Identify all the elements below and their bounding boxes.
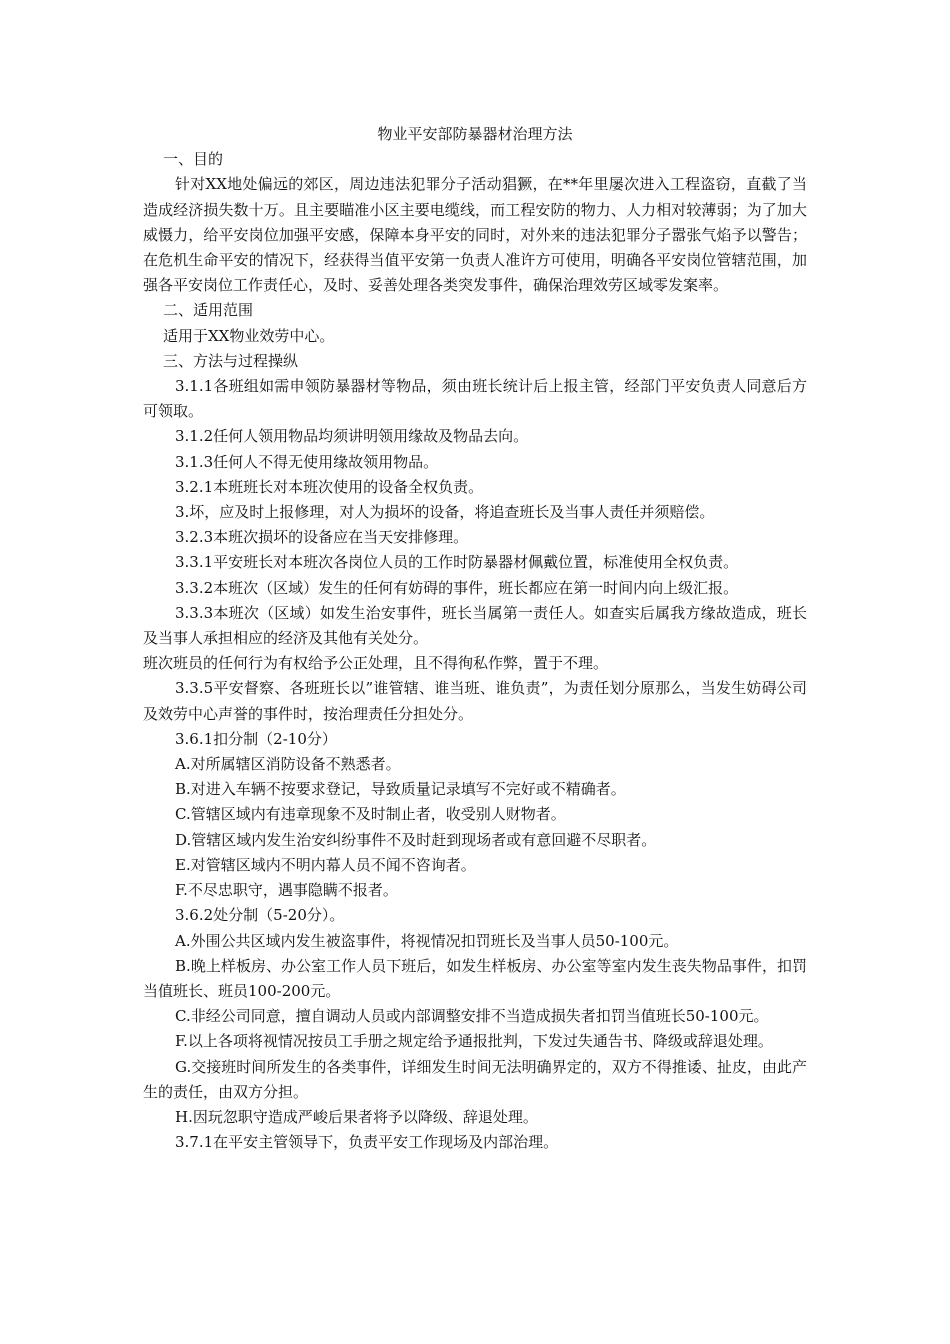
paragraph: 3.1.3任何人不得无使用缘故领用物品。 xyxy=(175,452,439,471)
paragraph: C.管辖区域内有违章现象不及时制止者，收受别人财物者。 xyxy=(175,805,566,824)
paragraph: 3.3.2本班次（区域）发生的任何有妨碍的事件，班长都应在第一时间内向上级汇报。 xyxy=(175,578,739,597)
paragraph: 3.1.2任何人领用物品均须讲明领用缘故及物品去向。 xyxy=(175,427,529,446)
paragraph: 3.6.1扣分制（2-10分） xyxy=(175,729,337,748)
paragraph: 3.3.1平安班长对本班次各岗位人员的工作时防暴器材佩戴位置，标准使用全权负责。 xyxy=(175,553,739,572)
paragraph: 3.3.3本班次（区域）如发生治安事件，班长当属第一责任人。如查实后属我方缘故造成，班长及当事人承担相应的经济及其他有关处分。 xyxy=(143,603,807,648)
paragraph: B.晚上样板房、办公室工作人员下班后，如发生样板房、办公室等室内发生丧失物品事件，扣罚当值班长、班员100-200元。 xyxy=(143,956,807,1000)
paragraph: G.交接班时间所发生的各类事件，详细发生时间无法明确界定的，双方不得推诿、扯皮，由此产生的责任，由双方分担。 xyxy=(143,1057,807,1101)
paragraph: A.外围公共区域内发生被盗事件，将视情况扣罚班长及当事人员50-100元。 xyxy=(175,931,679,950)
paragraph: F.以上各项将视情况按员工手册之规定给予通报批判，下发过失通告书、降级或辞退处理。 xyxy=(175,1032,773,1051)
paragraph: 二、适用范围 xyxy=(163,301,254,320)
document-page xyxy=(143,122,807,1155)
paragraph: 针对XX地处偏远的郊区，周边违法犯罪分子活动猖獗，在**年里屡次进入工程盗窃，直截了当造成经济损失数十万。且主要瞄准小区主要电缆线，而工程安防的物力、人力相对较薄弱；为了加大威慑力，给平安岗位加强平安感，保障本身平安的同时，对外来的违法犯罪分子嚣张气焰予以警告；在危机生命平安的情况下，经获得当值平安第一负责人准许方可使用，明确各平安岗位管辖范围，加强各平安岗位工作责任心，及时、妥善处理各类突发事件，确保治理效劳区域零发案率。 xyxy=(143,175,807,295)
paragraph: D.管辖区域内发生治安纠纷事件不及时赶到现场者或有意回避不尽职者。 xyxy=(175,830,657,849)
paragraph: 3.6.2处分制（5-20分）。 xyxy=(175,906,345,925)
paragraph: 三、方法与过程操纵 xyxy=(163,351,299,370)
paragraph: F.不尽忠职守，遇事隐瞒不报者。 xyxy=(175,881,398,900)
paragraph: C.非经公司同意，擅自调动人员或内部调整安排不当造成损失者扣罚当值班长50-100元。 xyxy=(175,1007,769,1026)
paragraph: 3.3.5平安督察、各班班长以”谁管辖、谁当班、谁负责”，为责任划分原那么，当发生妨碍公司及效劳中心声誉的事件时，按治理责任分担处分。 xyxy=(143,679,807,723)
paragraph: A.对所属辖区消防设备不熟悉者。 xyxy=(175,755,401,774)
paragraph: 一、目的 xyxy=(163,150,224,169)
paragraph: 适用于XX物业效劳中心。 xyxy=(163,326,335,345)
paragraph: B.对进入车辆不按要求登记，导致质量记录填写不完好或不精确者。 xyxy=(175,780,626,799)
paragraph: E.对管辖区域内不明内幕人员不闻不咨询者。 xyxy=(175,855,476,874)
paragraph: 3.7.1在平安主管领导下，负责平安工作现场及内部治理。 xyxy=(175,1133,559,1152)
document-body xyxy=(143,147,807,1155)
paragraph: 班次班员的任何行为有权给予公正处理，且不得徇私作弊，置于不理。 xyxy=(143,654,609,673)
paragraph: 3.1.1各班组如需申领防暴器材等物品，须由班长统计后上报主管，经部门平安负责人同意后方可领取。 xyxy=(143,377,807,421)
paragraph: 3.2.3本班次损坏的设备应在当天安排修理。 xyxy=(175,528,469,547)
paragraph: H.因玩忽职守造成严峻后果者将予以降级、辞退处理。 xyxy=(175,1107,538,1126)
paragraph: 3.坏，应及时上报修理，对人为损坏的设备，将追查班长及当事人责任并须赔偿。 xyxy=(175,503,715,522)
paragraph: 3.2.1本班班长对本班次使用的设备全权负责。 xyxy=(175,477,484,496)
document-title: 物业平安部防暴器材治理方法 xyxy=(377,125,573,143)
